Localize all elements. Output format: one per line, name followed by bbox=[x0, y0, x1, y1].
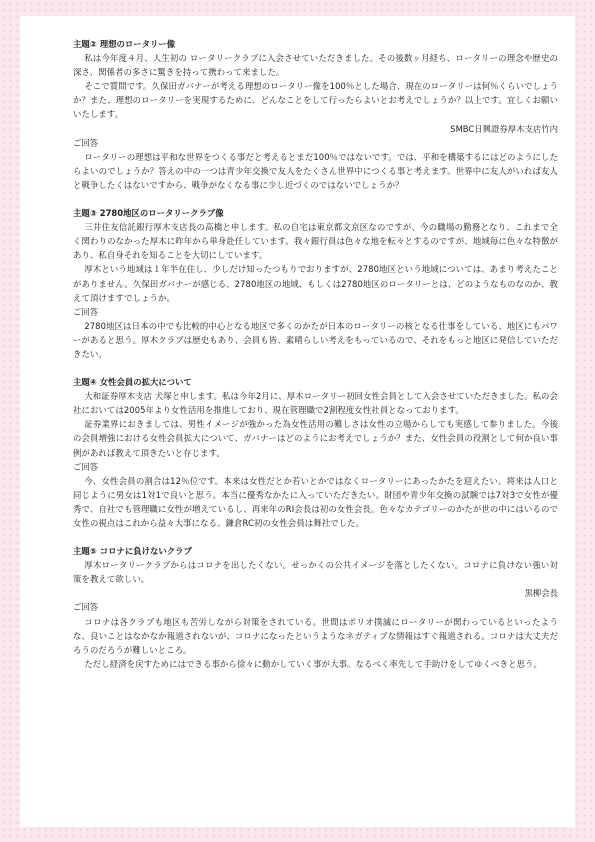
section-theme-3 bbox=[73, 206, 558, 361]
answer-paragraph: ただし経済を戻すためにはできる事から徐々に動かしていく事が大事。なるべく率先して手助けをしてゆくべきと思う。 bbox=[84, 658, 542, 669]
question-paragraph: 大和証券厚木支店 犬塚と申します。私は今年2月に、厚木ロータリー初回女性会員として入会させていただきました。私の会社においては2005年より女性活用を推進しており、現在管理職で2割程度女性社員となっております。 bbox=[73, 391, 558, 416]
signature: 黒柳会長 bbox=[524, 588, 558, 599]
document-content bbox=[73, 37, 558, 671]
answer-label: ご回答 bbox=[73, 306, 99, 317]
section-title: 主題③ 2780地区のロータリークラブ像 bbox=[73, 208, 224, 219]
section-theme-2 bbox=[73, 37, 558, 192]
question-paragraph: 証券業界におきましては、男性イメージが強かった為女性活用の難しさは女性の立場からしても実感して参りました。今後の会員増強における女性会員拡大について、ガバナーはどのようにお考えでしょうか？また、女性会員の役割として何か良い事例があれば教えて頂きたいと存じます。 bbox=[73, 419, 558, 458]
answer-label: ご回答 bbox=[73, 137, 99, 148]
question-paragraph: 私は今年度４月、人生初の ロータリークラブに入会させていただきました。その後数ヶ月経ち、ロータリーの理念や歴史の深さ、関係者の多さに驚きを持って携わって来ました。 bbox=[73, 53, 558, 78]
section-gap bbox=[73, 192, 558, 206]
section-theme-4 bbox=[73, 375, 558, 530]
signature: SMBC日興證券厚木支店竹内 bbox=[450, 123, 558, 134]
section-gap bbox=[73, 530, 558, 544]
section-title: 主題② 理想のロータリー像 bbox=[73, 39, 176, 49]
question-paragraph: 厚木ロータリークラブからはコロナを出したくない。せっかくの公共イメージを落としたくない。コロナに負けない強い対策を教えて欲しい。 bbox=[73, 560, 558, 585]
answer-label: ご回答 bbox=[73, 602, 99, 613]
answer-label: ご回答 bbox=[73, 461, 99, 472]
question-paragraph: そこで質問です。久保田ガバナーが考える理想のロータリー像を100％とした場合、現在のロータリーは何％くらいでしょうか？また、理想のロータリーを実現するために、どんなことをして行ったらよいとお考えでしょうか？以上です。宜しくお願いいたします。 bbox=[73, 81, 558, 120]
section-title: 主題⑤ コロナに負けないクラブ bbox=[73, 546, 192, 557]
section-gap bbox=[73, 361, 558, 375]
answer-paragraph: コロナは各クラブも地区も苦労しながら対策をされている。世間はポリオ撲滅にロータリーが関わっているといったような、良いことはなかなか報道されないが、コロナになったというようなネガティブな情報はすぐ報道される。コロナは大丈夫だろうのだろうが難しいところ。 bbox=[73, 616, 558, 655]
answer-paragraph: 2780地区は日本の中でも比較的中心となる地区で多くのかたが日本のロータリーの核となる仕事をしている、地区にもパワーがあると思う。厚木クラブは歴史もあり、会員も皆、素晴らしい考えをもっているので、それをもっと地区に発信していただきたい。 bbox=[73, 320, 558, 359]
section-theme-5 bbox=[73, 544, 558, 671]
section-title: 主題④ 女性会員の拡大について bbox=[73, 377, 192, 388]
question-paragraph: 三井住友信託銀行厚木支店長の高橋と申します。私の自宅は東京都文京区なのですが、今の職場の勤務となり、これまで全く関わりのなかった厚木に昨年から単身赴任しています。我々銀行員は色々な地を転々とするのですが、地域毎に色々な特徴があり、私自身それを知ることを大切にしています。 bbox=[73, 222, 558, 261]
question-paragraph: 厚木という地域は１年半在住し、少しだけ知ったつもりでおりますが、2780地区という地域については、あまり考えたことがありません。久保田ガバナーが感じる、2780地区の地域、もしくは2780地区のロータリーとは、どのようなものなのか、教えて頂けますでしょうか。 bbox=[73, 264, 558, 303]
answer-paragraph: 今、女性会員の割合は12％位です。本来は女性だとか若いとかではなくロータリーにあったかたを迎えたい。将来は人口と同じように男女は1対1で良いと思う。本当に優秀なかたに入っていただきたい。財団や青少年交換の試験では7対3で女性が優秀で、自社でも管理職に女性が増えているし、再来年のRI会長は初の女性会長。色々なカテゴリーのかたが世の中にはいるので女性の視点はこれから益々大事になる。鎌倉RC初の女性会員は舞社でした。 bbox=[73, 475, 558, 528]
answer-paragraph: ロータリーの理想は平和な世界をつくる事だと考えるとまだ100％ではないです。では、平和を構築するにはどのようにしたらよいのでしょうか？答えの中の一つは青少年交換で友人をたくさん世界中につくる事と考えます。世界中に友人がいれば友人と戦争したくはないですから、戦争がなくなる事に少し近づくのではないでしょうか？ bbox=[73, 151, 558, 190]
